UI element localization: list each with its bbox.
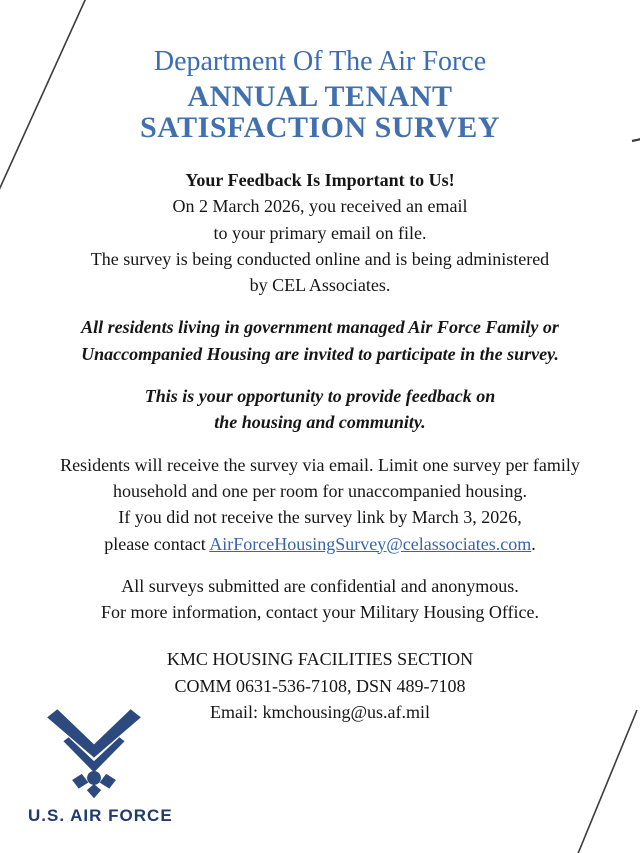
left-diamond: [72, 774, 88, 789]
contact-link-prefix: please contact: [104, 533, 210, 554]
survey-email-link[interactable]: AirForceHousingSurvey@celassociates.com: [209, 533, 532, 554]
heading-line-satisfaction-survey: SATISFACTION SURVEY: [140, 111, 500, 144]
intro-emphasis-line: Your Feedback Is Important to Us!: [185, 170, 455, 190]
details-contact-line: [0, 531, 640, 557]
contact-phone-line: COMM 0631-536-7108, DSN 489-7108: [174, 675, 466, 696]
confidentiality-paragraph: [0, 573, 640, 626]
flyer-header: [0, 0, 640, 143]
opportunity-paragraph: [0, 383, 640, 436]
usaf-wordmark: U.S. AIR FORCE: [28, 806, 173, 825]
invitation-line-2: Unaccompanied Housing are invited to participate in the survey.: [81, 343, 559, 364]
confidentiality-line-2: For more information, contact your Military Housing Office.: [100, 602, 540, 623]
details-paragraph: [0, 452, 640, 557]
invitation-line-1: All residents living in government managed Air Force Family or: [81, 317, 559, 338]
details-line-2: household and one per room for unaccompanied housing.: [113, 480, 527, 501]
document-heading: [0, 81, 640, 143]
diagonal-mark-bottom-right: [577, 710, 637, 853]
invitation-paragraph: [0, 314, 640, 367]
heading-line-annual-tenant: ANNUAL TENANT: [187, 80, 453, 113]
opportunity-line-2: the housing and community.: [214, 412, 426, 433]
intro-line-3: The survey is being conducted online and is being administered: [90, 248, 550, 269]
flyer-body: [0, 167, 640, 725]
right-diamond: [100, 774, 116, 789]
left-outer-wing: [47, 709, 94, 757]
intro-line-1: On 2 March 2026, you received an email: [172, 196, 468, 217]
usaf-logo: [28, 708, 178, 826]
right-outer-wing: [94, 709, 141, 757]
contact-office-line: KMC HOUSING FACILITIES SECTION: [166, 649, 474, 670]
contact-email-line: Email: kmchousing@us.af.mil: [209, 702, 431, 723]
bottom-diamond: [87, 784, 101, 798]
details-line-3: If you did not receive the survey link by March 3, 2026,: [118, 507, 522, 528]
intro-line-4: by CEL Associates.: [249, 275, 391, 296]
center-sphere: [87, 771, 101, 785]
details-line-1: Residents will receive the survey via email. Limit one survey per family: [60, 454, 580, 475]
document-title: Department Of The Air Force: [153, 46, 487, 77]
confidentiality-line-1: All surveys submitted are confidential and anonymous.: [121, 575, 519, 596]
usaf-wings-icon: [38, 708, 150, 800]
contact-link-suffix: .: [531, 533, 536, 554]
opportunity-line-1: This is your opportunity to provide feedback on: [144, 386, 496, 407]
intro-line-2: to your primary email on file.: [213, 222, 427, 243]
intro-paragraph: [0, 167, 640, 298]
